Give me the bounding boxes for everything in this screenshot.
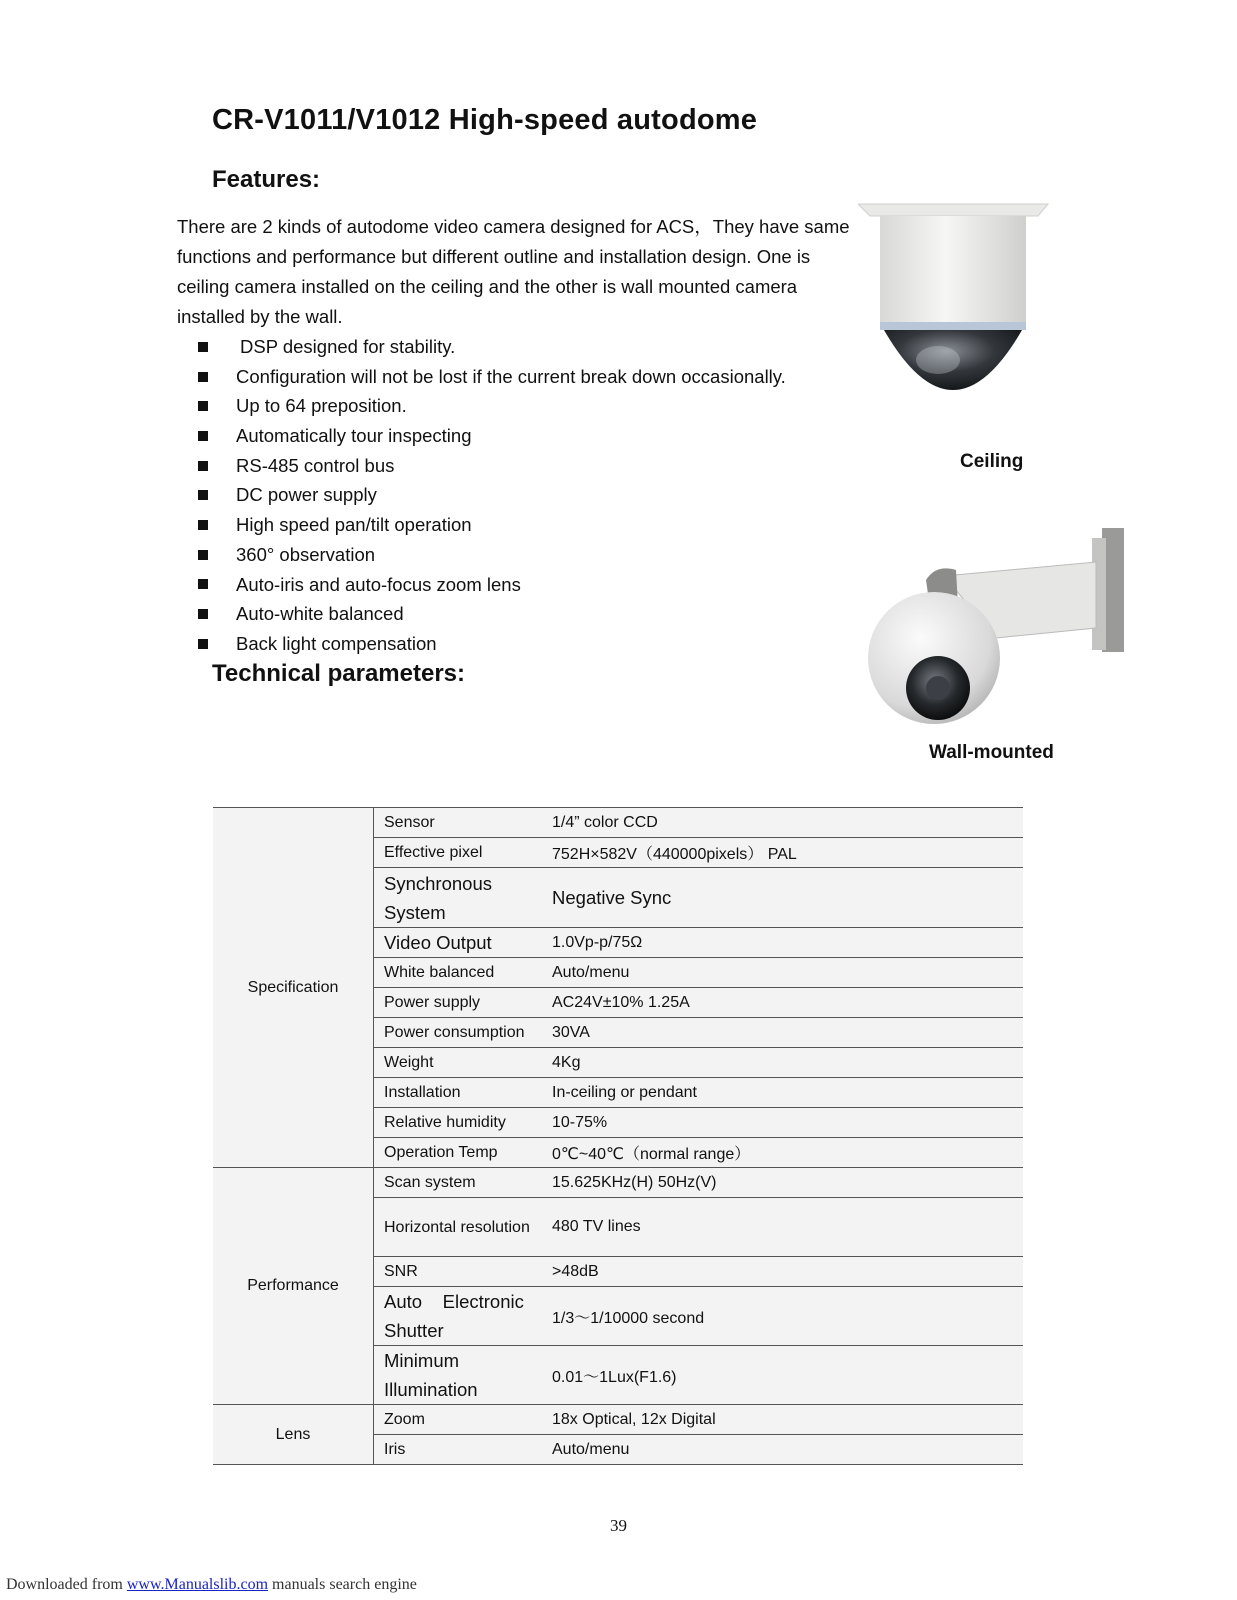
param-value: In-ceiling or pendant [542, 1078, 1023, 1108]
param-value: Auto/menu [542, 958, 1023, 988]
bullet-square-icon [198, 609, 208, 619]
param-name: Horizontal resolution [374, 1198, 543, 1257]
ceiling-camera-image [858, 200, 1058, 410]
param-name: Power supply [374, 988, 543, 1018]
bullet-square-icon [198, 431, 208, 441]
list-item: Automatically tour inspecting [198, 421, 786, 451]
page-number: 39 [610, 1516, 627, 1535]
list-item: 360° observation [198, 540, 786, 570]
param-name: White balanced [374, 958, 543, 988]
ceiling-caption: Ceiling [960, 451, 1024, 472]
group-cell-performance: Performance [213, 1168, 374, 1405]
bullet-square-icon [198, 520, 208, 530]
param-value: 480 TV lines [542, 1198, 1023, 1257]
group-cell-lens: Lens [213, 1405, 374, 1465]
table-row [213, 1405, 1023, 1435]
manualslib-link[interactable]: www.Manualslib.com [126, 1576, 269, 1593]
param-name: Zoom [374, 1405, 543, 1435]
param-name: Video Output [374, 928, 543, 958]
param-name: Scan system [374, 1168, 543, 1198]
list-item: Auto-iris and auto-focus zoom lens [198, 570, 786, 600]
param-value: 0.01～1Lux(F1.6) [542, 1346, 1023, 1405]
bullet-square-icon [198, 639, 208, 649]
footer [6, 1576, 417, 1594]
bullet-square-icon [198, 401, 208, 411]
list-item: Configuration will not be lost if the current break down occasionally. [198, 362, 786, 392]
param-value: 30VA [542, 1018, 1023, 1048]
param-name: Synchronous System [374, 868, 543, 928]
intro-paragraph: There are 2 kinds of autodome video camera designed for ACS，They have same functions and performance but different outline and installation design. One is ceiling camera installed on the ceiling and the other is wall mounted camera installed by the wall. [177, 216, 850, 327]
param-name: Weight [374, 1048, 543, 1078]
param-value: 4Kg [542, 1048, 1023, 1078]
footer-prefix: Downloaded from [6, 1576, 127, 1593]
bullet-square-icon [198, 490, 208, 500]
param-value: Auto/menu [542, 1435, 1023, 1465]
param-value: AC24V±10% 1.25A [542, 988, 1023, 1018]
technical-parameters-heading: Technical parameters: [212, 660, 465, 687]
param-value: 10-75% [542, 1108, 1023, 1138]
param-name: Power consumption [374, 1018, 543, 1048]
list-item: High speed pan/tilt operation [198, 510, 786, 540]
technical-parameters-table [213, 807, 1023, 1465]
bullet-square-icon [198, 550, 208, 560]
bullet-square-icon [198, 579, 208, 589]
list-item: Up to 64 preposition. [198, 391, 786, 421]
param-name: SNR [374, 1257, 543, 1287]
bullet-square-icon [198, 342, 208, 352]
param-name: Auto Electronic Shutter [374, 1287, 543, 1346]
param-name: Installation [374, 1078, 543, 1108]
list-item: Back light compensation [198, 629, 786, 659]
param-value: 15.625KHz(H) 50Hz(V) [542, 1168, 1023, 1198]
param-name: Effective pixel [374, 838, 543, 868]
param-value: 1.0Vp-p/75Ω [542, 928, 1023, 958]
list-item: DC power supply [198, 480, 786, 510]
param-value: Negative Sync [542, 868, 1023, 928]
param-value: 18x Optical, 12x Digital [542, 1405, 1023, 1435]
footer-suffix: manuals search engine [268, 1576, 417, 1593]
param-value: 0℃~40℃（normal range） [542, 1138, 1023, 1168]
page-title: CR-V1011/V1012 High-speed autodome [212, 104, 758, 136]
list-item: RS-485 control bus [198, 451, 786, 481]
param-value: >48dB [542, 1257, 1023, 1287]
wall-mounted-camera-image [856, 528, 1136, 748]
list-item: Auto-white balanced [198, 599, 786, 629]
param-value: 1/4” color CCD [542, 808, 1023, 838]
param-value: 752H×582V（440000pixels） PAL [542, 838, 1023, 868]
param-name: Relative humidity [374, 1108, 543, 1138]
wall-mounted-caption: Wall-mounted [929, 742, 1054, 763]
feature-list [198, 332, 786, 659]
list-item: DSP designed for stability. [198, 332, 786, 362]
param-value: 1/3～1/10000 second [542, 1287, 1023, 1346]
table-row [213, 808, 1023, 838]
param-name: Minimum Illumination [374, 1346, 543, 1405]
table-row [213, 1168, 1023, 1198]
param-name: Iris [374, 1435, 543, 1465]
bullet-square-icon [198, 461, 208, 471]
features-heading: Features: [212, 166, 321, 193]
param-name: Sensor [374, 808, 543, 838]
group-cell-specification: Specification [213, 808, 374, 1168]
bullet-square-icon [198, 372, 208, 382]
param-name: Operation Temp [374, 1138, 543, 1168]
